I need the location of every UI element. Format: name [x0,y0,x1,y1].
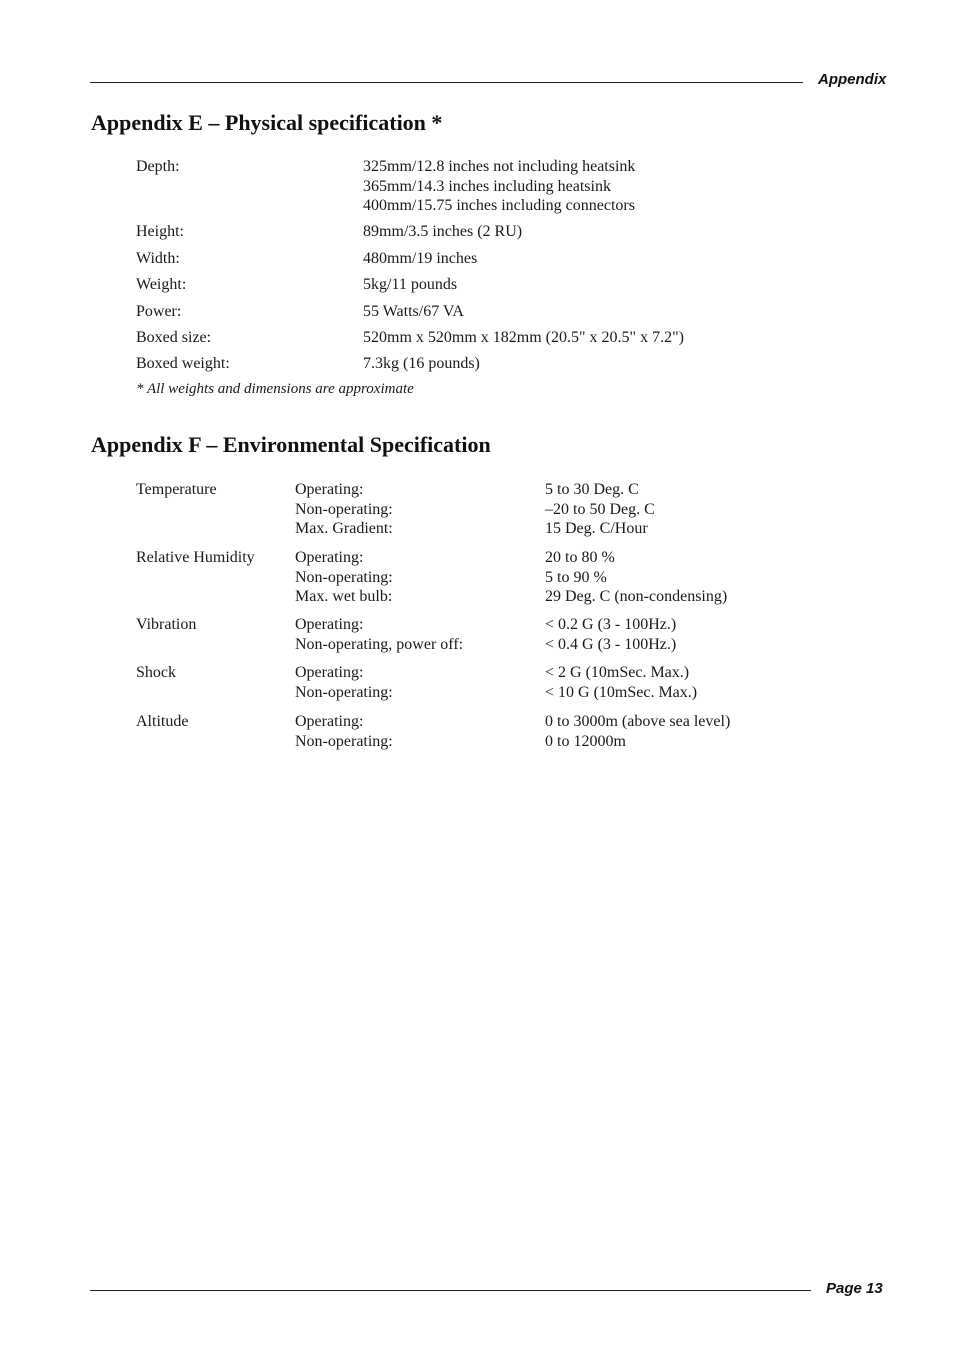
env-condition: Non-operating, power off: [295,635,464,653]
spec-value: 325mm/12.8 inches not including heatsink [363,158,636,175]
env-condition: Max. wet bulb: [295,588,393,605]
env-condition: Non-operating: [295,683,393,701]
spec-value: 520mm x 520mm x 182mm (20.5" x 20.5" x 7.2") [363,329,684,346]
env-condition: Operating: [295,616,364,633]
env-condition: Operating: [295,713,364,730]
spec-value: 89mm/3.5 inches (2 RU) [363,223,523,240]
env-category: Vibration [136,616,197,633]
env-value: 15 Deg. C/Hour [545,520,648,537]
env-value: 5 to 90 % [545,568,607,586]
env-condition: Operating: [295,664,364,681]
env-value: 29 Deg. C (non-condensing) [545,588,728,605]
spec-value: 7.3kg (16 pounds) [363,355,480,372]
env-value: < 0.2 G (3 - 100Hz.) [545,616,677,633]
footer-rule [90,1290,811,1291]
header-section-label: Appendix [818,71,887,88]
env-value: < 0.4 G (3 - 100Hz.) [545,635,677,653]
env-value: 0 to 12000m [545,732,626,750]
spec-value: 5kg/11 pounds [363,276,458,293]
env-value: 20 to 80 % [545,549,615,566]
env-category: Shock [136,664,176,681]
env-value: 5 to 30 Deg. C [545,481,639,498]
appendix-f-title: Appendix F – Environmental Specification [91,432,491,457]
env-condition: Operating: [295,481,364,498]
header-rule [90,82,803,83]
appendix-e-title: Appendix E – Physical specification * [91,110,443,135]
env-condition: Non-operating: [295,568,393,586]
env-condition: Non-operating: [295,732,393,750]
env-condition: Max. Gradient: [295,520,393,537]
spec-value: 55 Watts/67 VA [363,303,464,320]
approximation-note: * All weights and dimensions are approximate [136,381,414,397]
spec-label: Depth: [136,158,180,175]
spec-label: Weight: [136,276,187,293]
spec-label: Boxed weight: [136,355,230,372]
env-condition: Operating: [295,549,364,566]
spec-value: 365mm/14.3 inches including heatsink [363,177,611,195]
env-value: < 2 G (10mSec. Max.) [545,664,690,681]
env-category: Temperature [136,481,217,498]
env-value: –20 to 50 Deg. C [545,500,655,518]
env-condition: Non-operating: [295,500,393,518]
env-category: Altitude [136,713,189,730]
env-value: 0 to 3000m (above sea level) [545,713,731,730]
page-number: Page 13 [826,1280,883,1297]
spec-label: Boxed size: [136,329,212,346]
spec-label: Height: [136,223,184,240]
env-value: < 10 G (10mSec. Max.) [545,683,698,701]
spec-value: 400mm/15.75 inches including connectors [363,197,635,214]
env-category: Relative Humidity [136,549,255,566]
spec-label: Width: [136,250,180,267]
spec-value: 480mm/19 inches [363,250,478,267]
spec-label: Power: [136,303,182,320]
